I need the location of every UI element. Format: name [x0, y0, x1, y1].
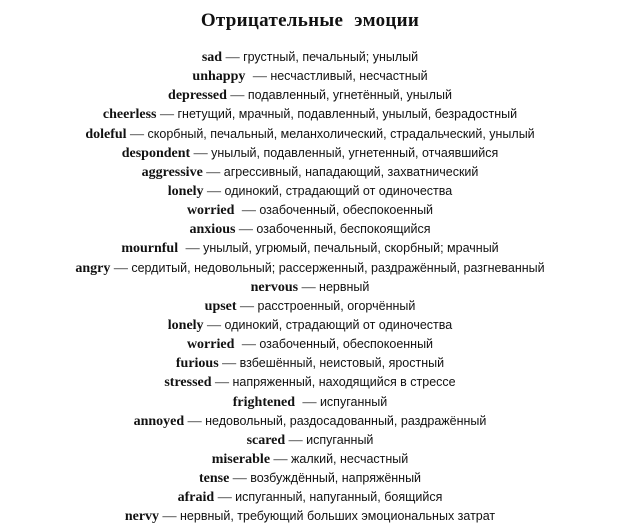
russian-translation: расстроенный, огорчённый [257, 298, 416, 313]
dash-separator: — [206, 164, 221, 180]
vocabulary-entry [0, 354, 620, 373]
english-word: tense [198, 471, 230, 487]
english-word: nervy [124, 509, 160, 525]
russian-translation: напряженный, находящийся в стрессе [232, 375, 456, 390]
english-word: depressed [168, 88, 227, 104]
english-word: lonely [167, 183, 204, 199]
vocabulary-entry [0, 67, 620, 86]
vocabulary-entry [0, 86, 620, 105]
russian-translation: агрессивный, нападающий, захватнический [223, 164, 479, 179]
vocabulary-entry [0, 412, 620, 431]
english-word: anxious [189, 222, 236, 238]
english-word: nervous [250, 279, 299, 295]
dash-separator: — [162, 509, 177, 525]
russian-translation: гнетущий, мрачный, подавленный, унылый, безрадостный [177, 107, 518, 122]
vocabulary-entry [0, 201, 620, 220]
russian-translation: недовольный, раздосадованный, раздражённый [205, 413, 487, 428]
vocabulary-entry [0, 239, 620, 258]
vocabulary-entry [0, 393, 620, 412]
vocabulary-entry [0, 182, 620, 201]
vocabulary-entry [0, 278, 620, 297]
dash-separator: — [185, 241, 200, 257]
dash-separator: — [241, 337, 256, 353]
russian-translation: одинокий, страдающий от одиночества [224, 317, 453, 332]
dash-separator: — [193, 145, 208, 161]
dash-separator: — [225, 50, 240, 65]
dash-separator: — [207, 317, 222, 333]
english-word: worried [186, 337, 235, 353]
vocabulary-entry [0, 125, 620, 144]
russian-translation: грустный, печальный; унылый [243, 50, 419, 64]
vocabulary-entry [0, 450, 620, 469]
vocabulary-entry [0, 220, 620, 239]
english-word: doleful [85, 126, 127, 142]
dash-separator: — [215, 375, 230, 391]
vocabulary-entry [0, 469, 620, 488]
vocabulary-entry [0, 48, 620, 67]
russian-translation: озабоченный, обеспокоенный [259, 203, 434, 218]
english-word: worried [186, 203, 235, 219]
russian-translation: нервный [319, 279, 370, 294]
dash-separator: — [113, 260, 128, 276]
dash-separator: — [130, 126, 145, 142]
english-word: scared [246, 432, 286, 448]
russian-translation: озабоченный, обеспокоенный [259, 337, 434, 352]
dash-separator: — [230, 88, 245, 104]
english-word: angry [75, 260, 111, 276]
english-word: unhappy [192, 69, 246, 85]
english-word: sad [201, 50, 223, 65]
english-word: annoyed [133, 413, 185, 429]
vocabulary-entry [0, 431, 620, 450]
vocabulary-entry [0, 163, 620, 182]
russian-translation: испуганный, напуганный, боящийся [235, 490, 443, 505]
english-word: afraid [177, 490, 215, 506]
russian-translation: жалкий, несчастный [291, 451, 409, 466]
english-word: stressed [164, 375, 212, 391]
vocabulary-entry [0, 373, 620, 392]
english-word: upset [204, 298, 237, 314]
page-title: Отрицательные эмоции [200, 10, 420, 31]
dash-separator: — [252, 69, 267, 85]
vocabulary-list [0, 48, 620, 527]
vocabulary-entry [0, 335, 620, 354]
dash-separator: — [238, 222, 253, 238]
russian-translation: одинокий, страдающий от одиночества [224, 183, 453, 198]
dash-separator: — [240, 298, 255, 314]
english-word: lonely [167, 317, 204, 333]
russian-translation: возбуждённый, напряжённый [250, 471, 422, 486]
vocabulary-entry [0, 316, 620, 335]
english-word: mournful [121, 241, 179, 257]
russian-translation: испуганный [319, 394, 388, 409]
english-word: aggressive [141, 164, 203, 180]
vocabulary-entry [0, 507, 620, 526]
vocabulary-entry [0, 105, 620, 124]
vocabulary-entry [0, 259, 620, 278]
vocabulary-entry [0, 297, 620, 316]
dash-separator: — [160, 107, 174, 123]
dash-separator: — [232, 471, 247, 487]
dash-separator: — [222, 356, 237, 372]
russian-translation: взбешённый, неистовый, яростный [239, 356, 445, 371]
english-word: despondent [121, 145, 191, 161]
russian-translation: унылый, подавленный, угнетенный, отчаявшийся [211, 145, 499, 160]
dash-separator: — [217, 490, 232, 506]
english-word: furious [175, 356, 219, 372]
english-word: miserable [211, 451, 271, 467]
vocabulary-entry [0, 144, 620, 163]
russian-translation: подавленный, угнетённый, унылый [247, 88, 452, 103]
dash-separator: — [241, 203, 256, 219]
dash-separator: — [288, 432, 303, 448]
english-word: cheerless [102, 107, 157, 123]
russian-translation: испуганный [306, 432, 374, 447]
dash-separator: — [187, 413, 202, 429]
dash-separator: — [302, 394, 317, 410]
russian-translation: сердитый, недовольный; рассерженный, раздражённый, разгневанный [131, 260, 545, 275]
russian-translation: унылый, угрюмый, печальный, скорбный; мрачный [203, 241, 499, 256]
vocabulary-entry [0, 488, 620, 507]
russian-translation: скорбный, печальный, меланхолический, страдальческий, унылый [147, 126, 535, 141]
russian-translation: нервный, требующий больших эмоциональных затрат [180, 509, 496, 524]
russian-translation: озабоченный, беспокоящийся [256, 222, 431, 237]
dash-separator: — [207, 183, 222, 199]
dash-separator: — [301, 279, 316, 295]
english-word: frightened [232, 394, 295, 410]
russian-translation: несчастливый, несчастный [270, 69, 428, 84]
dash-separator: — [273, 451, 288, 467]
